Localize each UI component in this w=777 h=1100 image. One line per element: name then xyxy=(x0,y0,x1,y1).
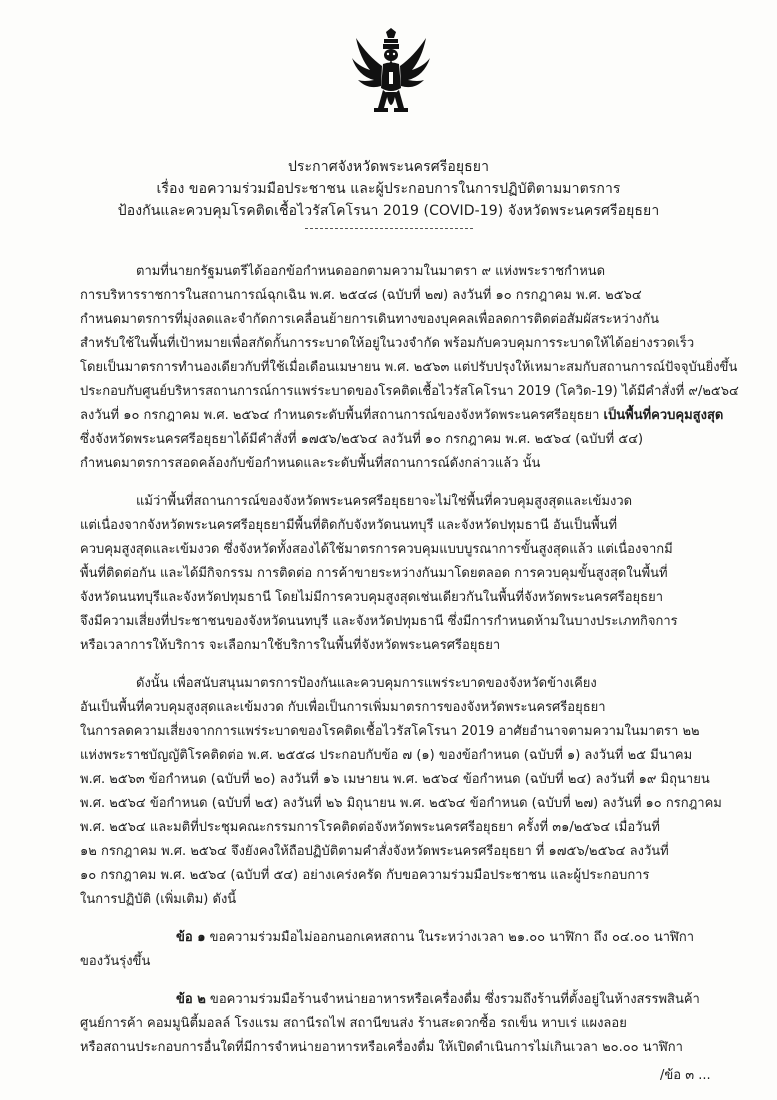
announcement-body xyxy=(80,260,739,1074)
paragraph-line: กำหนดมาตรการที่มุ่งลดและจำกัดการเคลื่อนย้ายการเดินทางของบุคคลเพื่อลดการติดต่อสัมผัสระหว่างกัน xyxy=(80,312,660,327)
paragraph-line: หรือเวลาการให้บริการ จะเลือกมาใช้บริการในพื้นที่จังหวัดพระนครศรีอยุธยา xyxy=(80,638,501,653)
garuda-emblem-icon xyxy=(350,28,432,124)
next-page-continuation: /ข้อ ๓ ... xyxy=(660,1068,711,1083)
paragraph-line: แม้ว่าพื้นที่สถานการณ์ของจังหวัดพระนครศรีอยุธยาจะไม่ใช่พื้นที่ควบคุมสูงสุดและเข้มงวด xyxy=(136,494,633,509)
paragraph-line: อันเป็นพื้นที่ควบคุมสูงสุดและเข้มงวด กับเพื่อเป็นการเพิ่มมาตรการของจังหวัดพระนครศรีอยุธยา xyxy=(80,700,606,715)
paragraph-line: สำหรับใช้ในพื้นที่เป้าหมายเพื่อสกัดกั้นการระบาดให้อยู่ในวงจำกัด พร้อมกับควบคุมการระบาดให้ได้อย่างรวดเร็ว xyxy=(80,336,695,351)
paragraph-line: ซึ่งจังหวัดพระนครศรีอยุธยาได้มีคำสั่งที่ ๑๗๕๖/๒๕๖๔ ลงวันที่ ๑๐ กรกฎาคม พ.ศ. ๒๕๖๔ (ฉบับที่ ๕๔) xyxy=(80,432,644,447)
article-1-label: ข้อ ๑ xyxy=(176,930,206,945)
article-2-label: ข้อ ๒ xyxy=(176,992,206,1007)
paragraph-1 xyxy=(80,260,739,476)
paragraph-2 xyxy=(80,490,702,658)
article-line: หรือสถานประกอบการอื่นใดที่มีการจำหน่ายอาหารหรือเครื่องดื่ม ให้เปิดดำเนินการไม่เกินเวลา ๒๐.๐๐ นาฬิกา xyxy=(80,1040,683,1055)
announcement-subject: เรื่อง ขอความร่วมมือประชาชน และผู้ประกอบการในการปฏิบัติตามมาตรการ xyxy=(156,181,621,197)
paragraph-line: โดยเป็นมาตรการทำนองเดียวกับที่ใช้เมื่อเดือนเมษายน พ.ศ. ๒๕๖๓ แต่ปรับปรุงให้เหมาะสมกับสถานการณ์ปัจจุบันยิ่งขึ้น xyxy=(80,360,738,375)
paragraph-line: พ.ศ. ๒๕๖๔ และมติที่ประชุมคณะกรรมการโรคติดต่อจังหวัดพระนครศรีอยุธยา ครั้งที่ ๓๑/๒๕๖๔ เมื่อวันที่ xyxy=(80,820,660,835)
paragraph-line: กำหนดมาตรการสอดคล้องกับข้อกำหนดและระดับพื้นที่สถานการณ์ดังกล่าวแล้ว นั้น xyxy=(80,456,541,471)
paragraph-line: ๑๒ กรกฎาคม พ.ศ. ๒๕๖๔ จึงยังคงให้ถือปฏิบัติตามคำสั่งจังหวัดพระนครศรีอยุธยา ที่ ๑๗๕๖/๒๕๖๔ ลงวันที่ xyxy=(80,844,669,859)
paragraph-3 xyxy=(80,672,722,912)
paragraph-line: แต่เนื่องจากจังหวัดพระนครศรีอยุธยามีพื้นที่ติดกับจังหวัดนนทบุรี และจังหวัดปทุมธานี อันเป็นพื้นที่ xyxy=(80,518,618,533)
paragraph-line: ดังนั้น เพื่อสนับสนุนมาตรการป้องกันและควบคุมการแพร่ระบาดของจังหวัดข้างเคียง xyxy=(136,676,597,691)
announcement-title: ประกาศจังหวัดพระนครศรีอยุธยา xyxy=(287,159,490,175)
paragraph-line: จังหวัดนนทบุรีและจังหวัดปทุมธานี โดยไม่มีการควบคุมสูงสุดเช่นเดียวกันในพื้นที่จังหวัดพระนครศรีอยุธยา xyxy=(80,590,664,605)
article-2 xyxy=(80,988,702,1060)
article-text: ขอความร่วมมือร้านจำหน่ายอาหารหรือเครื่องดื่ม ซึ่งรวมถึงร้านที่ตั้งอยู่ในห้างสรรพสินค้า xyxy=(205,992,700,1007)
article-line: ของวันรุ่งขึ้น xyxy=(80,954,151,969)
paragraph-line: แห่งพระราชบัญญัติโรคติดต่อ พ.ศ. ๒๕๕๘ ประกอบกับข้อ ๗ (๑) ของข้อกำหนด (ฉบับที่ ๑) ลงวันที่ ๒๕ มีนาคม xyxy=(80,748,693,763)
article-line: ศูนย์การค้า คอมมูนิตี้มอลล์ โรงแรม สถานีรถไฟ สถานีขนส่ง ร้านสะดวกซื้อ รถเข็น หาบเร่ แผงลอย xyxy=(80,1016,627,1031)
paragraph-line: พ.ศ. ๒๕๖๓ ข้อกำหนด (ฉบับที่ ๒๐) ลงวันที่ ๑๖ เมษายน พ.ศ. ๒๕๖๔ ข้อกำหนด (ฉบับที่ ๒๔) ลงวันที่ ๑๙ มิถุนายน xyxy=(80,772,710,787)
paragraph-line xyxy=(80,404,724,428)
paragraph-line: ในการปฏิบัติ (เพิ่มเติม) ดังนี้ xyxy=(80,892,237,907)
announcement-subject-cont: ป้องกันและควบคุมโรคติดเชื้อไวรัสโคโรนา 2019 (COVID-19) จังหวัดพระนครศรีอยุธยา xyxy=(117,203,660,219)
announcement-header xyxy=(60,156,717,229)
paragraph-line: ควบคุมสูงสุดและเข้มงวด ซึ่งจังหวัดทั้งสองได้ใช้มาตรการควบคุมแบบบูรณาการขั้นสูงสุดแล้ว แต่เนื่องจากมี xyxy=(80,542,673,557)
article-line xyxy=(80,926,702,950)
paragraph-line: ประกอบกับศูนย์บริหารสถานการณ์การแพร่ระบาดของโรคติดเชื้อไวรัสโคโรนา 2019 (โควิด-19) ได้มีคำสั่งที่ ๙/๒๕๖๔ xyxy=(80,384,739,399)
paragraph-line: จึงมีความเสี่ยงที่ประชาชนของจังหวัดนนทบุรี และจังหวัดปทุมธานี ซึ่งมีการกำหนดห้ามในบางประเภทกิจการ xyxy=(80,614,678,629)
paragraph-line: ตามที่นายกรัฐมนตรีได้ออกข้อกำหนดออกตามความในมาตรา ๙ แห่งพระราชกำหนด xyxy=(136,264,606,279)
paragraph-line: พื้นที่ติดต่อกัน และได้มีกิจกรรม การติดต่อ การค้าขายระหว่างกันมาโดยตลอด การควบคุมขั้นสูงสุดในพื้นที่ xyxy=(80,566,668,581)
article-text: ขอความร่วมมือไม่ออกนอกเคหสถาน ในระหว่างเวลา ๒๑.๐๐ นาฬิกา ถึง ๐๔.๐๐ นาฬิกา xyxy=(205,930,695,945)
paragraph-line: ๑๐ กรกฎาคม พ.ศ. ๒๕๖๔ (ฉบับที่ ๕๔) อย่างเคร่งครัด กับขอความร่วมมือประชาชน และผู้ประกอบการ xyxy=(80,868,650,883)
article-line xyxy=(80,988,702,1012)
article-1 xyxy=(80,926,702,974)
paragraph-text: ลงวันที่ ๑๐ กรกฎาคม พ.ศ. ๒๕๖๔ กำหนดระดับพื้นที่สถานการณ์ของจังหวัดพระนครศรีอยุธยา xyxy=(80,408,604,423)
zone-status-emphasis: เป็นพื้นที่ควบคุมสูงสุด xyxy=(603,408,724,423)
header-divider xyxy=(305,228,473,229)
paragraph-line: การบริหารราชการในสถานการณ์ฉุกเฉิน พ.ศ. ๒๕๔๘ (ฉบับที่ ๒๗) ลงวันที่ ๑๐ กรกฎาคม พ.ศ. ๒๕๖๔ xyxy=(80,288,642,303)
paragraph-line: พ.ศ. ๒๕๖๔ ข้อกำหนด (ฉบับที่ ๒๕) ลงวันที่ ๒๖ มิถุนายน พ.ศ. ๒๕๖๔ ข้อกำหนด (ฉบับที่ ๒๗) ลงวันที่ ๑๐ กรกฎาคม xyxy=(80,796,722,811)
paragraph-line: ในการลดความเสี่ยงจากการแพร่ระบาดของโรคติดเชื้อไวรัสโคโรนา 2019 อาศัยอำนาจตามความในมาตรา ๒๒ xyxy=(80,724,700,739)
